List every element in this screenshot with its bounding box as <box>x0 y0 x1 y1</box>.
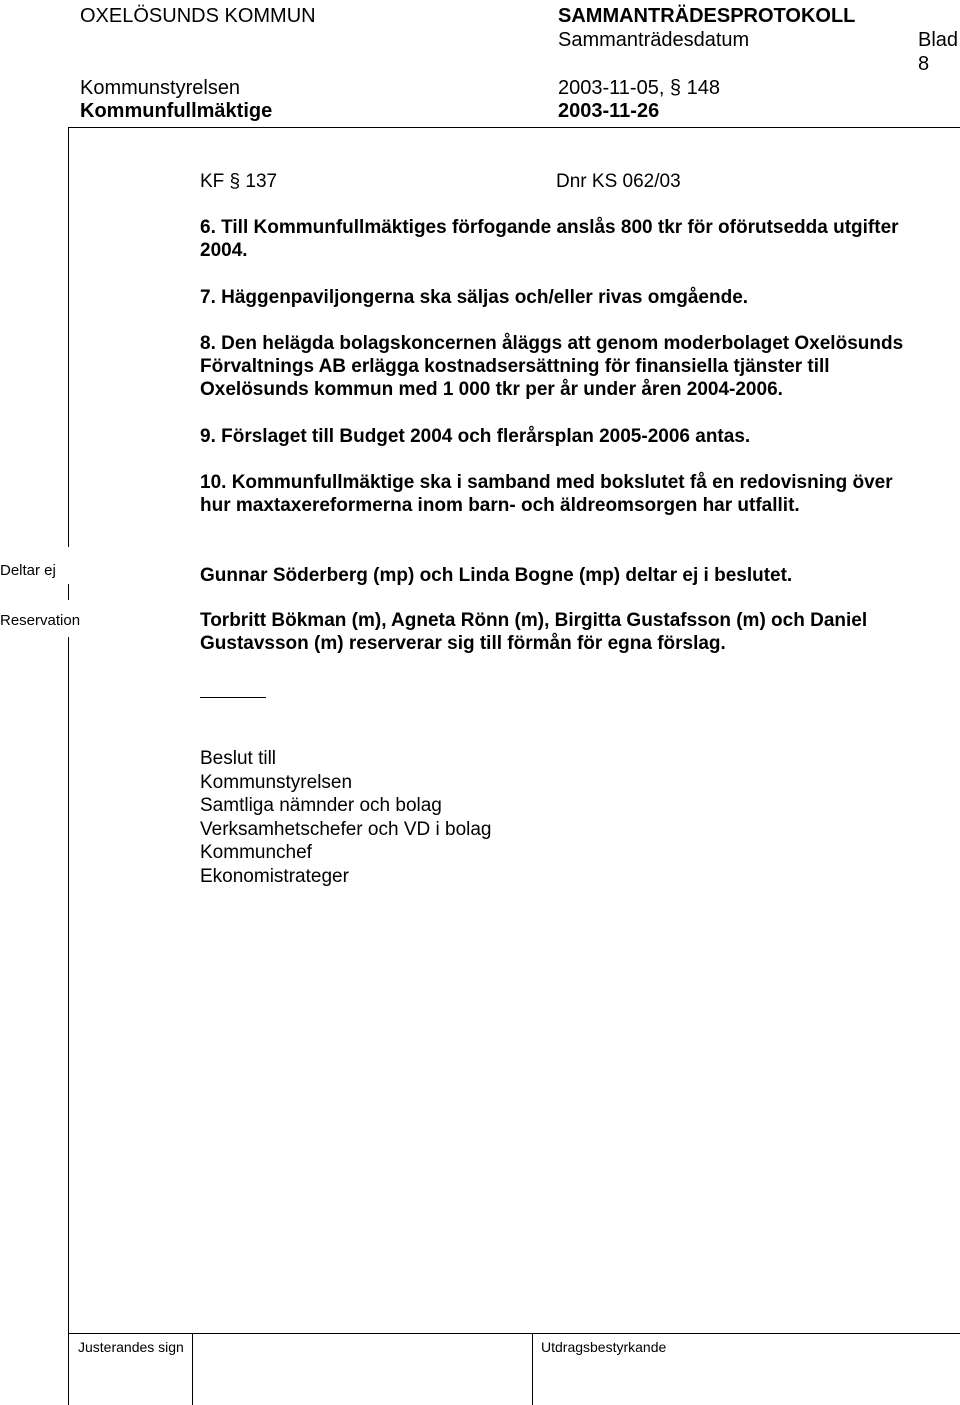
distribution-line: Ekonomistrateger <box>200 865 349 887</box>
header-rule <box>68 127 960 128</box>
utdragsbestyrkande-label: Utdragsbestyrkande <box>541 1339 667 1355</box>
distribution-line: Beslut till <box>200 748 277 769</box>
footer-rule <box>68 1333 960 1334</box>
deltar-ej-line: Gunnar Söderberg (mp) och Linda Bogne (mp) deltar ej i beslutet. <box>200 565 793 586</box>
item-line: Förvaltnings AB erlägga kostnadsersättning för finansiella tjänster till <box>200 356 830 377</box>
decision-item-7 <box>200 286 748 309</box>
distribution-line: Kommunchef <box>200 842 312 863</box>
decision-item-10 <box>200 471 893 517</box>
document-type: SAMMANTRÄDESPROTOKOLL <box>558 5 856 27</box>
item-line: Oxelösunds kommun med 1 000 tkr per år under åren 2004-2006. <box>200 379 783 400</box>
meeting-body-2: Kommunfullmäktige <box>80 100 273 122</box>
margin-rule-top <box>68 127 69 547</box>
item-line: 10. Kommunfullmäktige ska i samband med bokslutet få en redovisning över <box>200 472 893 493</box>
meeting-body-1: Kommunstyrelsen <box>80 77 241 99</box>
page-number: 8 <box>918 53 930 75</box>
decision-item-6 <box>200 216 899 262</box>
distribution-line: Verksamhetschefer och VD i bolag <box>200 818 492 840</box>
margin-rule-bottom <box>68 637 69 1405</box>
item-line: 9. Förslaget till Budget 2004 och flerårsplan 2005-2006 antas. <box>200 426 751 447</box>
footer-divider-1 <box>192 1333 193 1405</box>
item-line: 8. Den helägda bolagskoncernen åläggs att genom moderbolaget Oxelösunds <box>200 333 904 354</box>
deltar-ej-text <box>200 564 792 587</box>
meeting-date-label: Sammanträdesdatum <box>558 29 750 51</box>
case-reference: KF § 137 <box>200 171 278 192</box>
deltar-ej-label: Deltar ej <box>0 562 56 579</box>
meeting-date-2: 2003-11-26 <box>558 100 660 122</box>
decision-item-9 <box>200 425 750 448</box>
reservation-label: Reservation <box>0 612 81 629</box>
distribution-line: Kommunstyrelsen <box>200 771 353 793</box>
reservation-line: Gustavsson (m) reserverar sig till förmån för egna förslag. <box>200 633 726 654</box>
item-line: 6. Till Kommunfullmäktiges förfogande anslås 800 tkr för oförutsedda utgifter <box>200 217 899 238</box>
item-line: 7. Häggenpaviljongerna ska säljas och/eller rivas omgående. <box>200 287 749 308</box>
separator-line <box>200 697 266 698</box>
item-line: hur maxtaxereformerna inom barn- och äldreomsorgen har utfallit. <box>200 495 800 516</box>
meeting-date-1: 2003-11-05, § 148 <box>558 77 720 99</box>
justerandes-sign-label: Justerandes sign <box>78 1339 184 1355</box>
reservation-text <box>200 609 867 655</box>
footer-divider-2 <box>532 1333 533 1405</box>
reservation-line: Torbritt Bökman (m), Agneta Rönn (m), Birgitta Gustafsson (m) och Daniel <box>200 610 868 631</box>
distribution-list <box>200 747 492 888</box>
margin-rule-mid <box>68 584 69 600</box>
item-line: 2004. <box>200 240 248 261</box>
case-dnr: Dnr KS 062/03 <box>556 171 681 192</box>
org-name: OXELÖSUNDS KOMMUN <box>80 5 316 27</box>
distribution-line: Samtliga nämnder och bolag <box>200 795 442 816</box>
decision-item-8 <box>200 332 903 401</box>
page-label: Blad <box>918 29 959 51</box>
